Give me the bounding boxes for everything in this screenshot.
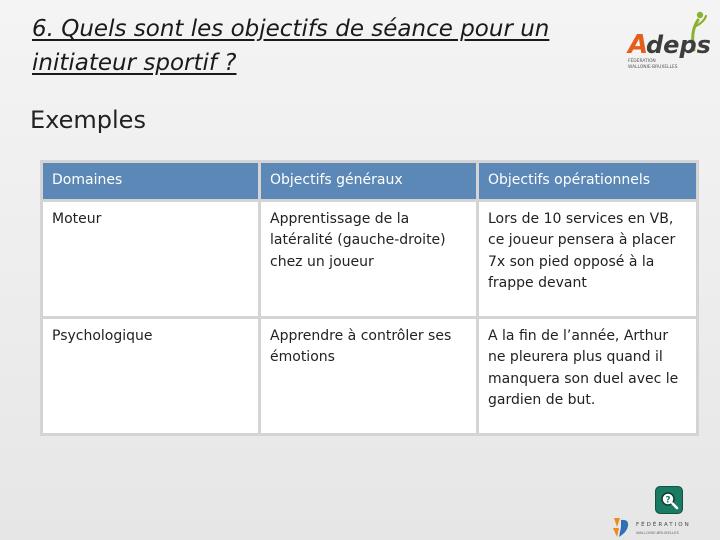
header-objectifs-generaux: Objectifs généraux [260,162,478,201]
federation-text-1: FÉDÉRATION [636,522,691,528]
cell-general: Apprendre à contrôler ses émotions [260,317,478,434]
cell-operational: A la fin de l’année, Arthur ne pleurera plus quand il manquera son duel avec le gardien de but. [478,317,698,434]
federation-logo [610,515,714,540]
table-header-row [42,162,698,201]
federation-text-2: WALLONIE-BRUXELLES [636,530,679,535]
help-magnifier-icon[interactable] [655,486,683,514]
svg-text:?: ? [665,495,671,506]
objectives-table [40,160,699,436]
logo-letter-a: A [628,30,649,60]
adeps-logo [620,6,712,72]
logo-letters-deps: deps [646,31,711,59]
cell-domain: Psychologique [42,317,260,434]
logo-tagline-2: WALLONIE-BRUXELLES [628,65,678,70]
cell-general: Apprentissage de la latéralité (gauche-droite) chez un joueur [260,200,478,317]
cell-domain: Moteur [42,200,260,317]
header-domaines: Domaines [42,162,260,201]
logo-tagline-1: FÉDÉRATION [628,59,656,64]
header-objectifs-operationnels: Objectifs opérationnels [478,162,698,201]
table-row [42,200,698,317]
slide-title [32,12,592,80]
cell-operational: Lors de 10 services en VB, ce joueur pensera à placer 7x son pied opposé à la frappe devant [478,200,698,317]
table-row [42,317,698,434]
subtitle: Exemples [30,106,146,134]
federation-emblem-icon [613,518,628,537]
slide-title-line-1: 6. Quels sont les objectifs de séance pour un [32,16,550,42]
slide-title-line-2: initiateur sportif ? [32,50,237,76]
